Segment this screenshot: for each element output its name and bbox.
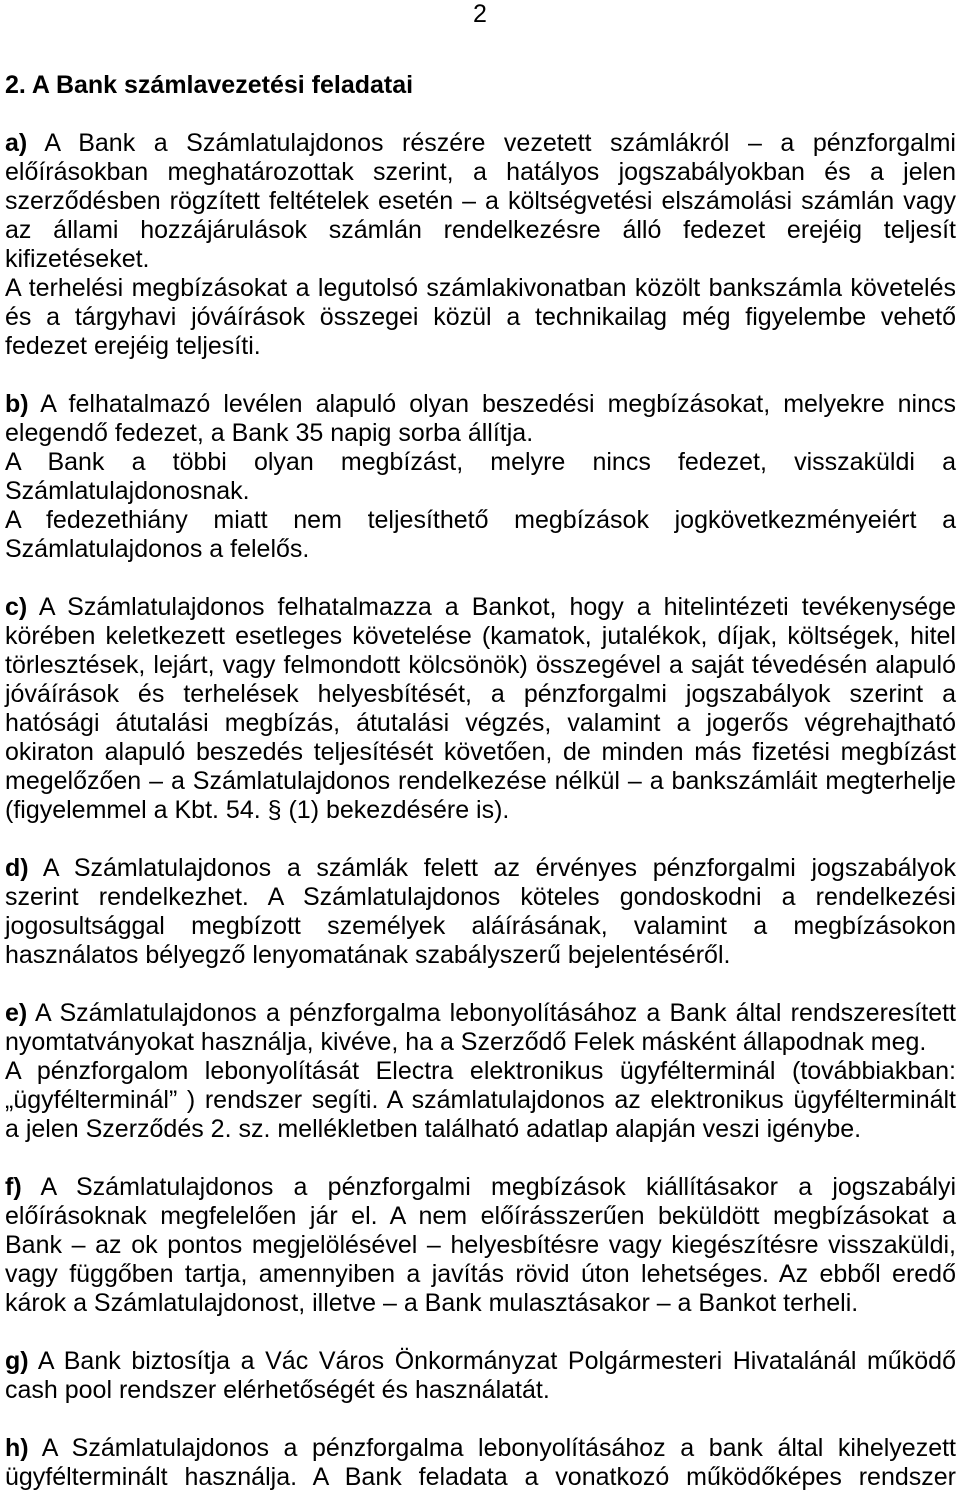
line-text: használatos bélyegző lenyomatának szabályszerű bejelentéséről. <box>5 940 731 969</box>
line-text: törlesztések, lejárt, vagy felmondott kölcsönök) összegével a saját tévedésén alapuló <box>5 650 956 679</box>
line-text: kifizetéseket. <box>5 244 150 273</box>
line-text: szerint rendelkezhet. A Számlatulajdonos köteles gondoskodni a rendelkezési <box>5 882 956 911</box>
text-line <box>5 419 956 448</box>
text-line <box>5 1028 956 1057</box>
text-line <box>5 187 956 216</box>
line-text: A pénzforgalom lebonyolítását Electra elektronikus ügyfélterminál (továbbiakban: <box>5 1056 956 1085</box>
document-body <box>5 71 956 1492</box>
section-label: h) <box>5 1433 29 1462</box>
line-text: A terhelési megbízásokat a legutolsó számlakivonatban közölt bankszámla követelés <box>5 273 956 302</box>
line-text: és a tárgyhavi jóváírások összegei közül a technikailag még figyelembe vehető <box>5 302 956 331</box>
section-label: b) <box>5 389 29 418</box>
section-label: a) <box>5 128 28 157</box>
text-line <box>5 390 956 419</box>
paragraph <box>5 1347 956 1405</box>
line-text: a jelen Szerződés 2. sz. mellékletben található adatlap alapján veszi igénybe. <box>5 1114 862 1143</box>
text-line <box>5 941 956 970</box>
text-line <box>5 245 956 274</box>
line-text: az állami hozzájárulások számlán rendelkezésre álló fedezet erejéig teljesít <box>5 215 956 244</box>
text-line <box>5 593 956 622</box>
line-text: A Bank biztosítja a Vác Város Önkormányzat Polgármesteri Hivatalánál működő <box>37 1346 956 1375</box>
text-line <box>5 767 956 796</box>
line-text: A Számlatulajdonos a számlák felett az érvényes pénzforgalmi jogszabályok <box>42 853 956 882</box>
line-text: (figyelemmel a Kbt. 54. § (1) bekezdésére is). <box>5 795 510 824</box>
page-number: 2 <box>473 0 487 28</box>
line-text: A Bank a Számlatulajdonos részére vezetett számlákról – a pénzforgalmi <box>44 128 956 157</box>
text-line <box>5 1202 956 1231</box>
section-d <box>5 854 956 970</box>
text-line <box>5 709 956 738</box>
line-text: vagy függőben tartja, amennyiben a javítás rövid úton lehetséges. Az ebből eredő <box>5 1259 956 1288</box>
section-c <box>5 593 956 825</box>
line-text: hatósági átutalási megbízás, átutalási végzés, valamint a jogerős végrehajtható <box>5 708 956 737</box>
line-text: jogosultsággal megbízott személyek aláírásának, valamint a megbízásokon <box>5 911 956 940</box>
text-line <box>5 1376 956 1405</box>
line-text: cash pool rendszer elérhetőségét és használatát. <box>5 1375 550 1404</box>
paragraph <box>5 1434 956 1492</box>
text-line <box>5 448 956 477</box>
text-line <box>5 129 956 158</box>
text-line <box>5 796 956 825</box>
text-line <box>5 506 956 535</box>
text-line <box>5 1347 956 1376</box>
line-text: okiraton alapuló beszedés teljesítését követően, de minden más fizetési megbízást <box>5 737 956 766</box>
paragraph <box>5 129 956 274</box>
line-text: Bank – az ok pontos megjelölésével – helyesbítésre vagy kiegészítésre visszaküldi, <box>5 1230 956 1259</box>
line-text: A Számlatulajdonos a pénzforgalma lebonyolításához a bank által kihelyezett <box>41 1433 956 1462</box>
line-text: jóváírások és terhelések helyesbítését, a pénzforgalmi jogszabályok szerint a <box>5 679 956 708</box>
text-line <box>5 535 956 564</box>
line-text: A Számlatulajdonos felhatalmazza a Bankot, hogy a hitelintézeti tevékenysége <box>38 592 956 621</box>
paragraph <box>5 593 956 825</box>
line-text: szerződésben rögzített feltételek esetén – a költségvetési elszámolási számlán vagy <box>5 186 956 215</box>
paragraph <box>5 999 956 1057</box>
text-line <box>5 274 956 303</box>
line-text: előírásoknak megfelelően jár el. A nem előírásszerűen beküldött megbízásokat a <box>5 1201 956 1230</box>
section-label: c) <box>5 592 28 621</box>
section-h <box>5 1434 956 1492</box>
text-line <box>5 1434 956 1463</box>
text-line <box>5 854 956 883</box>
section-b <box>5 390 956 564</box>
section-g <box>5 1347 956 1405</box>
line-text: „ügyfélterminál” ) rendszer segíti. A számlatulajdonos az elektronikus ügyfélterminált <box>5 1085 956 1114</box>
line-text: A felhatalmazó levélen alapuló olyan beszedési megbízásokat, melyekre nincs <box>40 389 956 418</box>
section-label: f) <box>5 1172 22 1201</box>
line-text: A fedezethiány miatt nem teljesíthető megbízások jogkövetkezményeiért a <box>5 505 956 534</box>
text-line <box>5 477 956 506</box>
section-a <box>5 129 956 361</box>
paragraph <box>5 506 956 564</box>
text-line <box>5 1086 956 1115</box>
text-line <box>5 216 956 245</box>
text-line <box>5 1289 956 1318</box>
text-line <box>5 738 956 767</box>
text-line <box>5 651 956 680</box>
text-line <box>5 1115 956 1144</box>
line-text: A Számlatulajdonos a pénzforgalmi megbízások kiállításakor a jogszabályi <box>40 1172 957 1201</box>
section-label: g) <box>5 1346 29 1375</box>
section-f <box>5 1173 956 1318</box>
line-text: körében keletkezett esetleges követelése (kamatok, jutalékok, díjak, költségek, hitel <box>5 621 956 650</box>
line-text: fedezet erejéig teljesíti. <box>5 331 261 360</box>
line-text: előírásokban meghatározottak szerint, a hatályos jogszabályokban és a jelen <box>5 157 956 186</box>
line-text: Számlatulajdonosnak. <box>5 476 250 505</box>
section-label: d) <box>5 853 29 882</box>
paragraph <box>5 274 956 361</box>
text-line <box>5 622 956 651</box>
paragraph <box>5 854 956 970</box>
text-line <box>5 303 956 332</box>
paragraph <box>5 1057 956 1144</box>
line-text: nyomtatványokat használja, kivéve, ha a Szerződő Felek másként állapodnak meg. <box>5 1027 927 1056</box>
section-heading: 2. A Bank számlavezetési feladatai <box>5 70 414 99</box>
text-line <box>5 999 956 1028</box>
line-text: A Számlatulajdonos a pénzforgalma lebonyolításához a Bank által rendszeresített <box>35 998 956 1027</box>
text-line <box>5 158 956 187</box>
line-text: A Bank a többi olyan megbízást, melyre nincs fedezet, visszaküldi a <box>5 447 956 476</box>
text-line <box>5 1231 956 1260</box>
line-text: elegendő fedezet, a Bank 35 napig sorba állítja. <box>5 418 534 447</box>
text-line <box>5 1057 956 1086</box>
text-line <box>5 1173 956 1202</box>
text-line <box>5 883 956 912</box>
line-text: károk a Számlatulajdonost, illetve – a Bank mulasztásakor – a Bankot terheli. <box>5 1288 859 1317</box>
section-list <box>5 129 956 1492</box>
section-e <box>5 999 956 1144</box>
text-line <box>5 912 956 941</box>
line-text: Számlatulajdonos a felelős. <box>5 534 310 563</box>
paragraph <box>5 390 956 448</box>
line-text: ügyfélterminált használja. A Bank feladata a vonatkozó működőképes rendszer <box>5 1462 956 1491</box>
section-label: e) <box>5 998 28 1027</box>
paragraph <box>5 1173 956 1318</box>
text-line <box>5 332 956 361</box>
line-text: megelőzően – a Számlatulajdonos rendelkezése nélkül – a bankszámláit megterhelje <box>5 766 956 795</box>
text-line <box>5 1463 956 1492</box>
text-line <box>5 1260 956 1289</box>
text-line <box>5 680 956 709</box>
paragraph <box>5 448 956 506</box>
